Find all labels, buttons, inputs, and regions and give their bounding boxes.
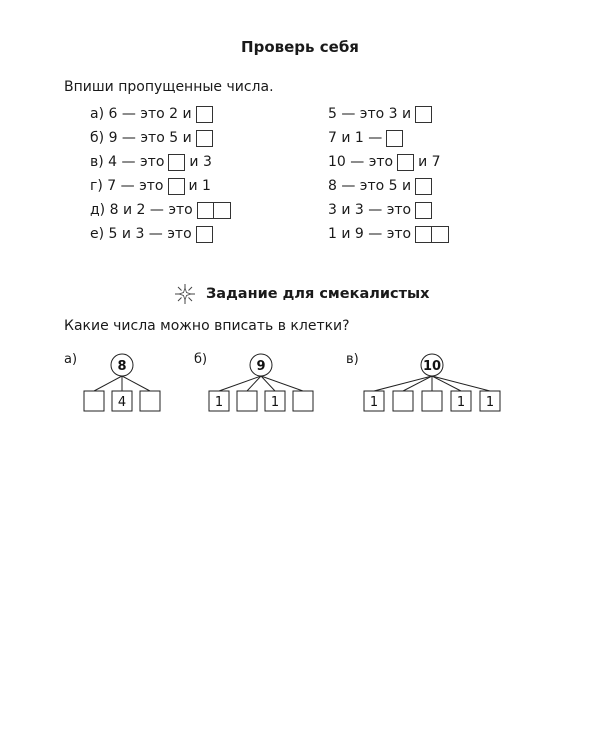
tree-box[interactable] [422,391,442,411]
answer-box-double [415,226,449,243]
box-number: 1 [214,395,224,410]
tree-box[interactable] [293,391,313,411]
exercise-label: д) [90,202,106,218]
number-tree-v [358,350,504,416]
exercise-label: г) [90,178,103,194]
instruction-text: Впиши пропущенные числа. [64,79,274,95]
exercise-text-after: и 3 [189,154,212,170]
exercise-text-after: и 7 [418,154,441,170]
star-burst-icon [174,283,196,305]
box-number: 4 [117,395,127,410]
exercise-text: 3 и 3 — это [328,202,412,218]
answer-box[interactable] [415,226,432,243]
exercise-v [90,152,212,172]
answer-box[interactable] [168,178,185,195]
exercise-text: 6 — это 2 и [108,106,192,122]
tree-label: б) [194,352,208,367]
exercise-text: 5 — это 3 и [328,106,412,122]
exercise-text: 1 и 9 — это [328,226,412,242]
answer-box[interactable] [397,154,414,171]
box-number: 1 [369,395,379,410]
tree-box[interactable] [84,391,104,411]
exercise-right-4 [328,176,432,196]
exercise-a [90,104,213,124]
exercise-text: 5 и 3 — это [108,226,192,242]
tree-label: в) [346,352,359,367]
root-number: 9 [256,359,266,374]
answer-box[interactable] [415,106,432,123]
tree-box[interactable] [393,391,413,411]
tree-label: а) [64,352,78,367]
number-tree-a [78,350,168,416]
exercise-b [90,128,213,148]
exercise-right-1 [328,104,432,124]
exercise-right-2 [328,128,403,148]
page-title: Проверь себя [241,38,359,56]
answer-box[interactable] [196,226,213,243]
answer-box[interactable] [197,202,214,219]
answer-box[interactable] [432,226,449,243]
answer-box[interactable] [168,154,185,171]
tree-box[interactable] [140,391,160,411]
exercise-label: а) [90,106,105,122]
box-number: 1 [270,395,280,410]
root-number: 10 [422,359,442,374]
exercise-right-3 [328,152,441,172]
exercise-label: е) [90,226,105,242]
exercise-text: 8 — это 5 и [328,178,412,194]
exercise-e [90,224,213,244]
answer-box[interactable] [415,202,432,219]
question-text: Какие числа можно вписать в клетки? [64,318,350,334]
exercise-text-after: и 1 [188,178,211,194]
answer-box-double [197,202,231,219]
number-tree-b [206,350,322,416]
section-title: Задание для смекалистых [206,286,430,302]
exercise-label: б) [90,130,105,146]
exercise-text: 7 — это [107,178,164,194]
exercise-right-5 [328,200,432,220]
root-number: 8 [117,359,127,374]
exercise-text: 4 — это [108,154,165,170]
answer-box[interactable] [214,202,231,219]
exercise-text: 9 — это 5 и [108,130,192,146]
exercise-text: 7 и 1 — [328,130,383,146]
exercise-text: 10 — это [328,154,394,170]
box-number: 1 [485,395,495,410]
exercise-label: в) [90,154,104,170]
answer-box[interactable] [196,106,213,123]
answer-box[interactable] [196,130,213,147]
answer-box[interactable] [386,130,403,147]
answer-box[interactable] [415,178,432,195]
tree-box[interactable] [237,391,257,411]
exercise-d [90,200,231,220]
exercise-g [90,176,211,196]
exercise-right-6 [328,224,449,244]
box-number: 1 [456,395,466,410]
exercise-text: 8 и 2 — это [109,202,193,218]
section-heading [174,283,429,305]
